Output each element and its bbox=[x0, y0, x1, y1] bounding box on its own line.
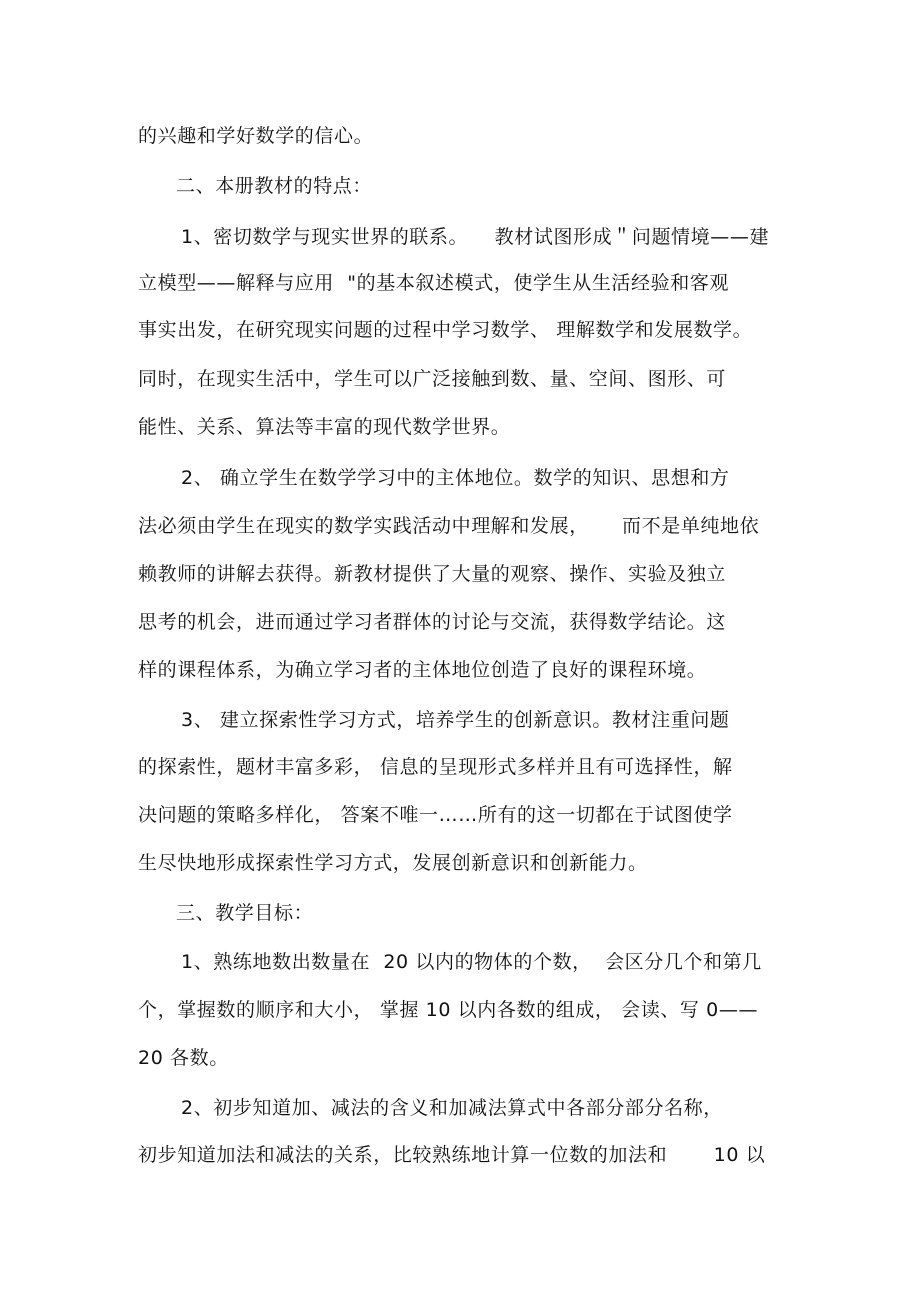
text-line: 样的课程体系，为确立学习者的主体地位创造了良好的课程环境。 bbox=[138, 659, 707, 681]
section-heading: 二、本册教材的特点： bbox=[176, 175, 373, 197]
text-line: 事实出发，在研究现实问题的过程中学习数学、 理解数学和发展数学。 bbox=[138, 319, 753, 341]
text-line: 的兴趣和学好数学的信心。 bbox=[138, 125, 374, 147]
text-line: 20 各数。 bbox=[138, 1047, 229, 1069]
text-line: 决问题的策略多样化， 答案不唯一……所有的这一切都在于试图使学 bbox=[138, 804, 733, 826]
text-line: 3、 建立探索性学习方式，培养学生的创新意识。教材注重问题 bbox=[181, 709, 730, 731]
text-line: 立模型——解释与应用 "的基本叙述模式，使学生从生活经验和客观 bbox=[138, 272, 730, 294]
text-line: 同时，在现实生活中，学生可以广泛接触到数、量、空间、图形、可 bbox=[138, 368, 727, 390]
text-line: 1、密切数学与现实世界的联系。 教材试图形成＂问题情境——建 bbox=[181, 226, 770, 248]
text-line: 思考的机会，进而通过学习者群体的讨论与交流，获得数学结论。这 bbox=[138, 611, 727, 633]
text-line: 个，掌握数的顺序和大小， 掌握 10 以内各数的组成， 会读、写 0—— bbox=[138, 999, 759, 1021]
text-line: 的探索性，题材丰富多彩， 信息的呈现形式多样并且有可选择性，解 bbox=[138, 756, 733, 778]
text-line: 2、初步知道加、减法的含义和加减法算式中各部分部分名称， bbox=[181, 1097, 723, 1119]
section-heading: 三、教学目标： bbox=[176, 902, 314, 924]
text-line: 生尽快地形成探索性学习方式，发展创新意识和创新能力。 bbox=[138, 852, 648, 874]
text-line: 能性、关系、算法等丰富的现代数学世界。 bbox=[138, 416, 511, 438]
text-line: 1、熟练地数出数量在 20 以内的物体的个数， 会区分几个和第几 bbox=[181, 951, 762, 973]
text-line: 法必须由学生在现实的数学实践活动中理解和发展， 而不是单纯地依 bbox=[138, 515, 760, 537]
text-line: 赖教师的讲解去获得。新教材提供了大量的观察、操作、实验及独立 bbox=[138, 563, 727, 585]
text-line: 初步知道加法和减法的关系，比较熟练地计算一位数的加法和 10 以 bbox=[138, 1144, 766, 1166]
text-line: 2、 确立学生在数学学习中的主体地位。数学的知识、思想和方 bbox=[181, 467, 730, 489]
